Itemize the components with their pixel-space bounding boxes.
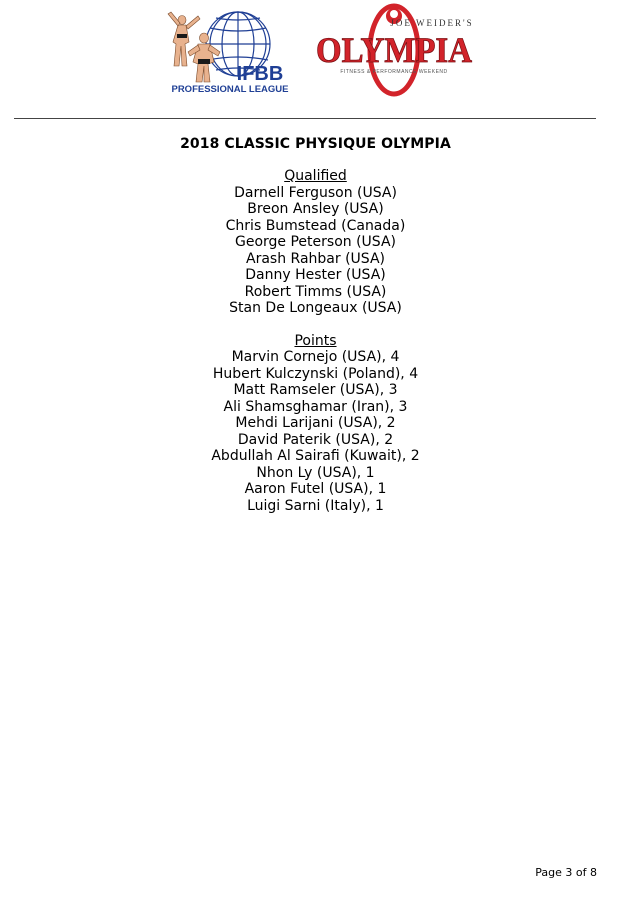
olympia-logo-top-text: JOE WEIDER'S — [390, 18, 474, 28]
header-logos — [0, 0, 631, 110]
points-athlete: David Paterik (USA), 2 — [237, 431, 394, 448]
header-divider — [14, 118, 596, 119]
qualified-athlete: Darnell Ferguson (USA) — [234, 184, 397, 201]
points-athlete: Abdullah Al Sairafi (Kuwait), 2 — [211, 448, 420, 464]
qualified-athlete: George Peterson (USA) — [235, 234, 396, 250]
qualified-athlete: Chris Bumstead (Canada) — [225, 217, 406, 234]
points-athlete: Luigi Sarni (Italy), 1 — [247, 497, 384, 514]
points-athlete: Marvin Cornejo (USA), 4 — [231, 349, 400, 365]
olympia-logo-sub-text: FITNESS & PERFORMANCE WEEKEND — [340, 69, 448, 75]
section-spacer — [0, 317, 631, 333]
olympia-logo — [314, 2, 476, 98]
points-athlete: Matt Ramseler (USA), 3 — [233, 382, 398, 398]
points-heading: Points — [294, 332, 337, 349]
qualified-athlete: Robert Timms (USA) — [244, 283, 387, 300]
points-athlete: Aaron Futel (USA), 1 — [244, 481, 387, 497]
points-athlete: Ali Shamsghamar (Iran), 3 — [223, 398, 408, 415]
page-number: Page 3 of 8 — [535, 866, 597, 879]
qualified-athlete: Breon Ansley (USA) — [247, 201, 384, 217]
qualified-athlete: Stan De Longeaux (USA) — [229, 300, 402, 316]
points-athlete: Hubert Kulczynski (Poland), 4 — [212, 365, 419, 382]
ifbb-logo-text: IFBB — [236, 63, 284, 85]
qualified-section — [0, 168, 631, 317]
olympia-logo-main-text: OLYMPIA — [316, 30, 472, 70]
qualified-athlete: Arash Rahbar (USA) — [246, 250, 385, 267]
document-body — [0, 136, 631, 514]
document-title: 2018 CLASSIC PHYSIQUE OLYMPIA — [180, 136, 451, 152]
qualified-heading: Qualified — [284, 168, 347, 184]
points-section — [0, 333, 631, 515]
points-athlete: Mehdi Larijani (USA), 2 — [235, 415, 396, 431]
qualified-athlete: Danny Hester (USA) — [245, 267, 386, 283]
points-athlete: Nhon Ly (USA), 1 — [256, 464, 375, 481]
ifbb-logo — [160, 4, 300, 96]
ifbb-logo-subtext: PROFESSIONAL LEAGUE — [171, 84, 289, 95]
